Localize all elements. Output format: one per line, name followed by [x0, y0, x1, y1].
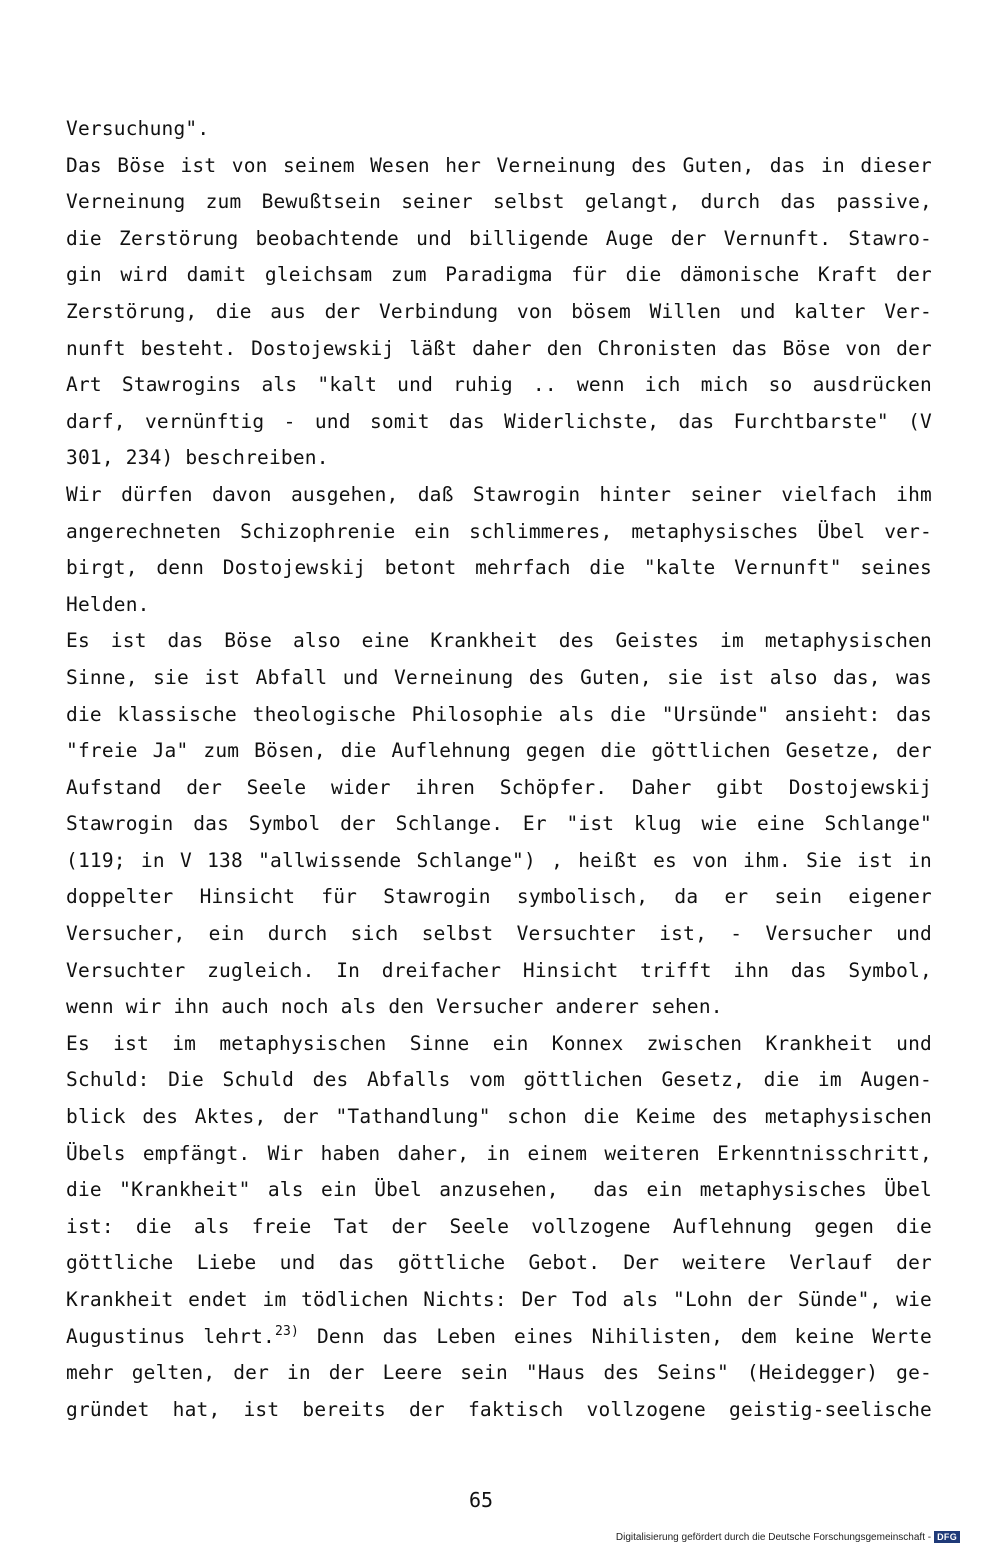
text-line: die klassische theologische Philosophie als die "Ursünde" ansieht: das [66, 702, 932, 726]
text-line: Verneinung zum Bewußtsein seiner selbst gelangt, durch das passive, [66, 190, 932, 214]
page-number: 65 [468, 1488, 494, 1512]
text-line: Übels empfängt. Wir haben daher, in einem weiteren Erkenntnisschritt, [66, 1141, 932, 1165]
text-line: gründet hat, ist bereits der faktisch vollzogene geistig-seelische [66, 1397, 932, 1421]
text-line: Es ist das Böse also eine Krankheit des Geistes im metaphysischen [66, 629, 932, 653]
text-line: (119; in V 138 "allwissende Schlange") , heißt es von ihm. Sie ist in [66, 848, 932, 872]
text-segment: Denn das Leben eines Nihilisten, dem keine Werte [299, 1324, 932, 1348]
digitization-credit [616, 1531, 960, 1543]
text-line: angerechneten Schizophrenie ein schlimmeres, metaphysisches Übel ver- [66, 519, 932, 543]
text-line: birgt, denn Dostojewskij betont mehrfach die "kalte Vernunft" seines [66, 556, 932, 580]
text-line: doppelter Hinsicht für Stawrogin symbolisch, da er sein eigener [66, 885, 932, 909]
text-line: Sinne, sie ist Abfall und Verneinung des Guten, sie ist also das, was [66, 665, 932, 689]
body-text [66, 111, 932, 1428]
text-line: mehr gelten, der in der Leere sein "Haus des Seins" (Heidegger) ge- [66, 1361, 932, 1385]
text-line: blick des Aktes, der "Tathandlung" schon die Keime des metaphysischen [66, 1105, 932, 1129]
text-line: ist: die als freie Tat der Seele vollzogene Auflehnung gegen die [66, 1214, 932, 1238]
text-line: Versuchung". [66, 117, 210, 140]
text-line: Art Stawrogins als "kalt und ruhig .. wenn ich mich so ausdrücken [66, 373, 932, 397]
text-line: darf, vernünftig - und somit das Widerlichste, das Furchtbarste" (V [66, 409, 932, 433]
dfg-logo: DFG [934, 1531, 960, 1543]
text-line: Schuld: Die Schuld des Abfalls vom göttlichen Gesetz, die im Augen- [66, 1068, 932, 1092]
text-line: "freie Ja" zum Bösen, die Auflehnung gegen die göttlichen Gesetze, der [66, 739, 932, 763]
text-line: Versucher, ein durch sich selbst Versuchter ist, - Versucher und [66, 922, 932, 946]
text-line: Es ist im metaphysischen Sinne ein Konnex zwischen Krankheit und [66, 1031, 932, 1055]
text-line-with-footnote [66, 1319, 932, 1356]
footnote-marker[interactable]: 23) [274, 1323, 300, 1339]
text-line: die Zerstörung beobachtende und billigende Auge der Vernunft. Stawro- [66, 226, 932, 250]
text-line: göttliche Liebe und das göttliche Gebot. Der weitere Verlauf der [66, 1251, 932, 1275]
text-line: Wir dürfen davon ausgehen, daß Stawrogin hinter seiner vielfach ihm [66, 482, 932, 506]
text-line: Stawrogin das Symbol der Schlange. Er "ist klug wie eine Schlange" [66, 812, 932, 836]
text-line: Aufstand der Seele wider ihren Schöpfer. Daher gibt Dostojewskij [66, 775, 932, 799]
text-line: nunft besteht. Dostojewskij läßt daher den Chronisten das Böse von der [66, 336, 932, 360]
text-line: gin wird damit gleichsam zum Paradigma für die dämonische Kraft der [66, 263, 932, 287]
text-line: 301, 234) beschreiben. [66, 446, 329, 470]
text-line: die "Krankheit" als ein Übel anzusehen, das ein metaphysisches Übel [66, 1178, 932, 1202]
text-segment: Augustinus lehrt. [66, 1324, 275, 1348]
credit-text: Digitalisierung gefördert durch die Deutsche Forschungsgemeinschaft - [615, 1531, 932, 1543]
text-line: wenn wir ihn auch noch als den Versucher anderer sehen. [66, 995, 723, 1019]
text-line: Das Böse ist von seinem Wesen her Verneinung des Guten, das in dieser [66, 153, 932, 177]
text-line: Krankheit endet im tödlichen Nichts: Der Tod als "Lohn der Sünde", wie [66, 1288, 932, 1311]
text-line: Versuchter zugleich. In dreifacher Hinsicht trifft ihn das Symbol, [66, 958, 932, 982]
text-line: Helden. [66, 592, 150, 616]
text-line: Zerstörung, die aus der Verbindung von bösem Willen und kalter Ver- [66, 299, 932, 323]
